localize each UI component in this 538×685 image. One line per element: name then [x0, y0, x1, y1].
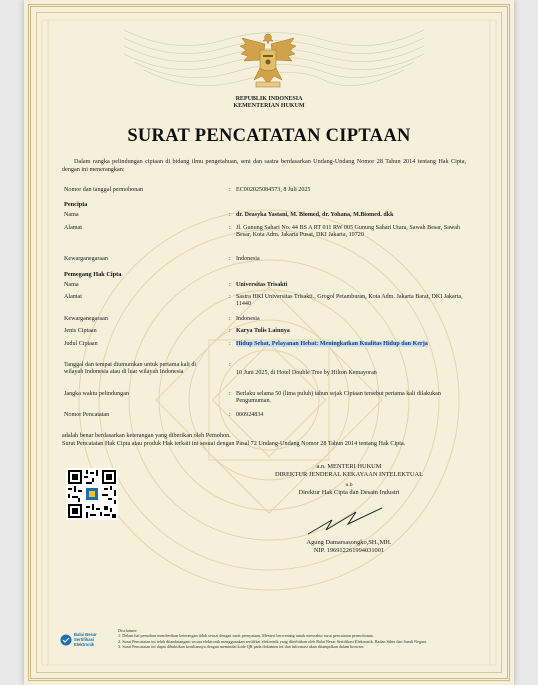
signature-direktur: Direktur Hak Cipta dan Desain Industri: [298, 489, 400, 496]
jenis-ciptaan-value: Karya Tulis Lainnya: [236, 328, 290, 334]
jenis-ciptaan-row: [64, 328, 474, 336]
disclaimer-item: 1. Dalam hal pemohon memberikan keterangan tidak sesuai dengan surat pernyataan, Menteri berwenang untuk mencabut surat pencatatan permohonan.: [118, 633, 374, 639]
pemegang-warga-value: Indonesia: [236, 316, 260, 322]
bsre-line-2: Sertifikasi: [74, 636, 95, 642]
colon: :: [229, 212, 231, 218]
application-label: Nomor dan tanggal permohonan: [64, 187, 144, 193]
colon: :: [229, 187, 231, 193]
signature-dirjen: DIREKTUR JENDERAL KEKAYAAN INTELEKTUAL: [274, 471, 424, 478]
pemegang-warga-label: Kewarganegaraan: [64, 316, 108, 322]
tanggal-label: Tanggal dan tempat diumumkan untuk pertama kali di wilayah Indonesia atau di luar wilayah Indonesia: [64, 362, 197, 376]
colon: :: [229, 412, 231, 418]
tanggal-row: [64, 362, 474, 386]
jenis-ciptaan-label: Jenis Ciptaan: [64, 328, 97, 334]
tanggal-value: 10 Juni 2025, di Hotel Double Tree by Hilton Kemayoran: [236, 370, 377, 376]
disclaimer-item: 3. Surat Pencatatan ini dapat dibuktikan keasliannya dengan memindai kode QR pada dokumen ini dan informasi akan ditampilkan dalam browser.: [118, 644, 365, 650]
application-value: EC002025084573, 8 Juli 2025: [236, 187, 311, 193]
garuda-emblem-icon: [238, 28, 298, 90]
pemegang-warga-row: [64, 316, 474, 324]
nomor-pencatatan-label: Nomor Pencatatan: [64, 412, 110, 418]
colon: :: [229, 328, 231, 334]
pencipta-alamat-label: Alamat: [64, 225, 82, 231]
jangka-label: Jangka waktu pelindungan: [64, 391, 129, 397]
pemegang-alamat-label: Alamat: [64, 294, 82, 300]
signature-scribble-icon: [302, 500, 392, 540]
pencipta-warga-value: Indonesia: [236, 256, 260, 262]
closing-line-1: adalah benar berdasarkan keterangan yang diberikan oleh Pemohon.: [62, 432, 231, 439]
pencipta-nama-label: Nama: [64, 212, 79, 218]
country-heading: REPUBLIK INDONESIA: [235, 96, 303, 102]
pencipta-alamat-row: [64, 225, 474, 255]
jangka-value: Berlaku selama 50 (lima puluh) tahun sejak Ciptaan tersebut pertama kali dilakukan Pengumuman.: [236, 391, 441, 405]
pemegang-heading: Pemegang Hak Cipta: [64, 271, 122, 278]
bsre-line-1: Balai Besar: [74, 632, 97, 637]
nomor-pencatatan-row: [64, 412, 474, 420]
qr-code-icon[interactable]: [66, 468, 118, 520]
ministry-heading: KEMENTERIAN HUKUM: [233, 103, 305, 109]
pemegang-nama-value: Universitas Trisakti: [236, 282, 288, 288]
colon: :: [229, 341, 231, 347]
signature-nip: NIP. 196912261994031001: [313, 547, 385, 554]
colon: :: [229, 294, 231, 300]
closing-line-2: Surat Pencatatan Hak Cipta atau produk Hak terkait ini sesuai dengan Pasal 72 Undang-Undang Nomor 28 Tahun 2014 tentang Hak Cipta.: [62, 439, 406, 447]
pencipta-nama-value: dr. Deasyka Yastani, M. Biomed, dr. Yohana, M.Biomed. dkk: [236, 212, 394, 218]
bsre-logo-icon: [60, 634, 72, 646]
disclaimer: [118, 628, 508, 650]
colon: :: [229, 316, 231, 322]
pemegang-alamat-row: [64, 294, 474, 310]
pencipta-warga-label: Kewarganegaraan: [64, 256, 108, 262]
intro-paragraph: Dalam rangka pelindungan ciptaan di bidang ilmu pengetahuan, seni dan sastra berdasarkan Undang-Undang Nomor 28 Tahun 2014 tentang Hak Cipta, dengan ini menerangkan:: [62, 158, 466, 173]
colon: :: [229, 282, 231, 288]
certificate-page: [24, 0, 514, 685]
colon: :: [229, 256, 231, 262]
closing-statement: [62, 432, 472, 447]
pencipta-nama-row: [64, 212, 474, 220]
bsre-logo: [60, 632, 110, 652]
signature-an: a.n. MENTERI HUKUM: [316, 463, 382, 470]
document-title: SURAT PENCATATAN CIPTAAN: [127, 126, 411, 146]
colon: :: [229, 362, 231, 368]
pemegang-nama-label: Nama: [64, 282, 79, 288]
application-row: [64, 187, 474, 195]
disclaimer-heading: Disclaimer:: [118, 628, 138, 633]
judul-ciptaan-row: [64, 341, 474, 357]
jangka-row: [64, 391, 474, 407]
pemegang-alamat-value: Sastra HKI Universitas Trisakti., Grogol Petamburan, Kota Adm. Jakarta Barat, DKI Jakarta, 11440: [236, 294, 463, 308]
pemegang-nama-row: [64, 282, 474, 290]
nomor-pencatatan-value: 000924834: [236, 412, 264, 418]
signature-ub: u.b: [345, 482, 353, 488]
bsre-line-3: Elektronik: [74, 641, 95, 647]
pencipta-heading: Pencipta: [64, 201, 88, 208]
bsre-text: [74, 633, 97, 647]
pencipta-warga-row: [64, 256, 474, 264]
disclaimer-item: 2. Surat Pencatatan ini telah ditandatangani secara elektronik menggunakan sertifikat elektronik yang diterbitkan oleh Balai Besar Sertifikasi Elektronik, Badan Siber dan Sandi Negara.: [118, 638, 428, 644]
signature-name: Agung Damarsasongko,SH.,MH.: [306, 539, 392, 546]
judul-ciptaan-label: Judul Ciptaan: [64, 341, 98, 347]
judul-ciptaan-value[interactable]: Hidup Sehat, Pelayanan Hebat: Meningkatkan Kualitas Hidup dan Kerja: [236, 341, 428, 347]
colon: :: [229, 391, 231, 397]
pencipta-alamat-value: Jl. Gunung Sahari No. 44 BS A RT 011 RW 005 Gunung Sahari Utara, Sawah Besar, Sawah Besar, Kota Adm. Jakarta Pusat, DKI Jakarta, 10720: [236, 225, 461, 239]
colon: :: [229, 225, 231, 231]
